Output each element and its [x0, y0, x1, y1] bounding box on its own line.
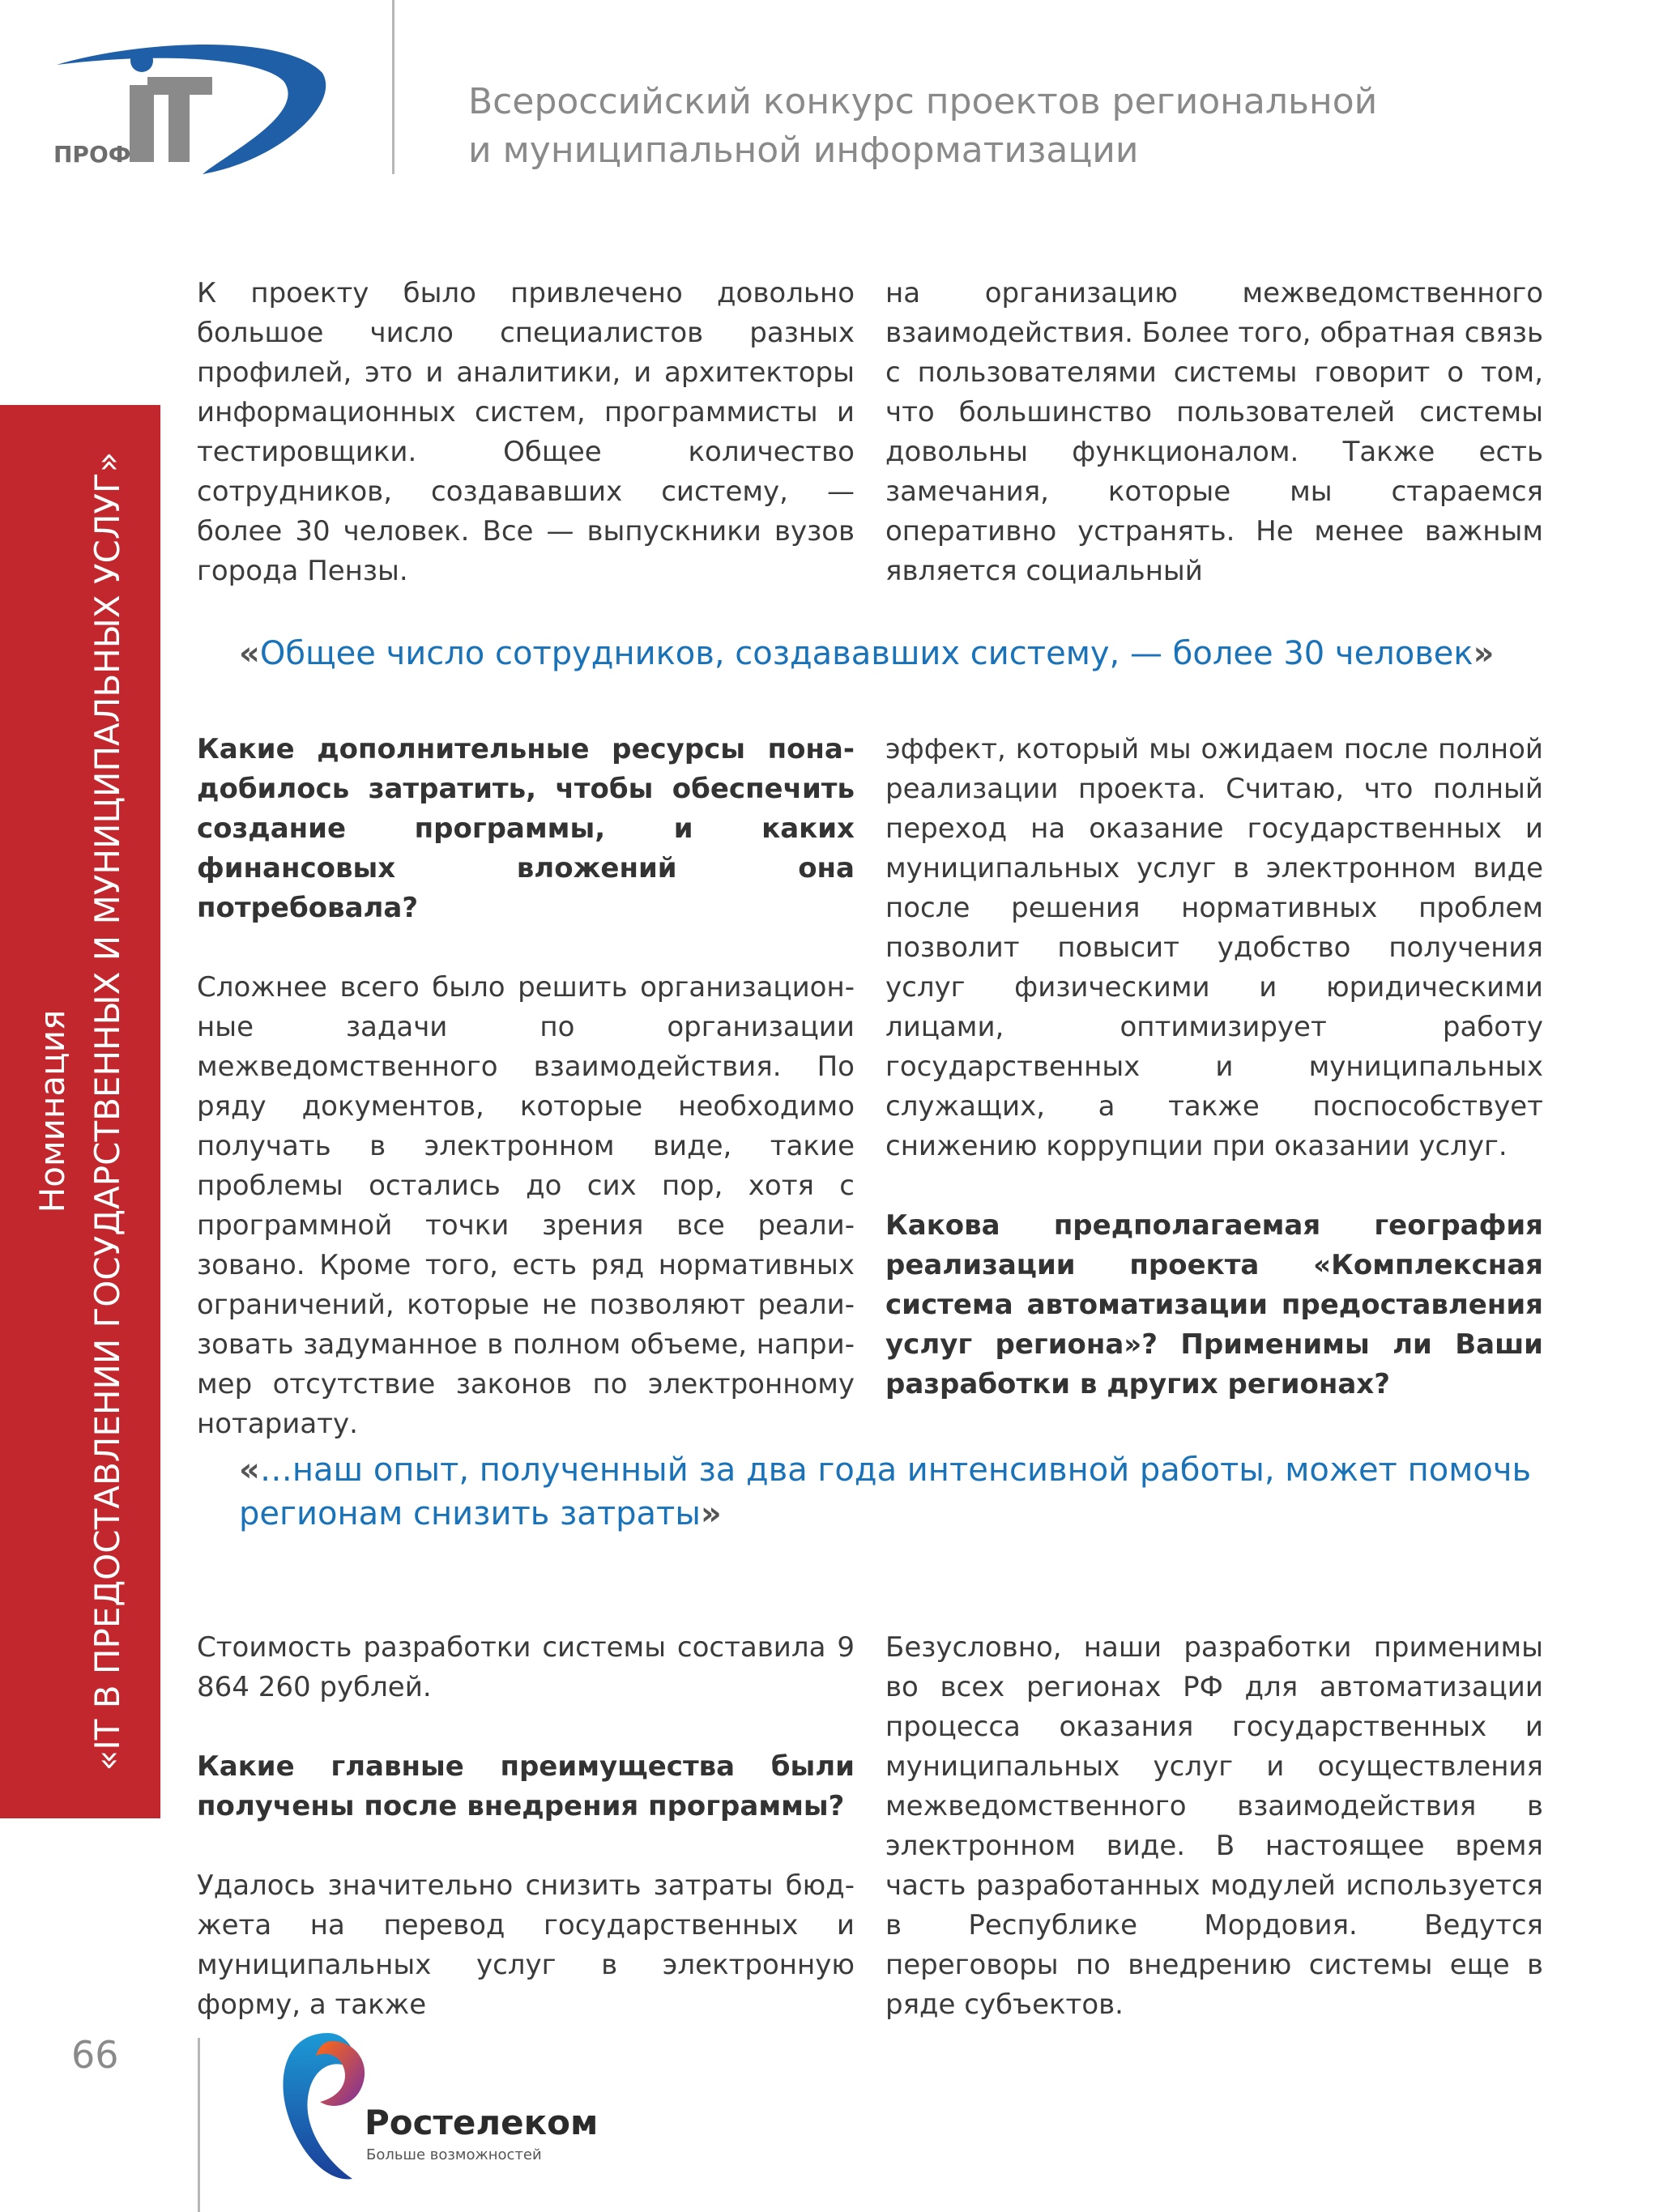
- section1-left-column: [197, 274, 855, 591]
- interview-answer: Удалось значительно снизить затраты бюджета на перевод государственных и муниципальных услуг в электронную форму, а также: [197, 1869, 855, 2021]
- quote-open-mark: «: [239, 1451, 260, 1489]
- quote-line2: [239, 1492, 1551, 1536]
- section3-left-column: [197, 1628, 855, 2025]
- header-title: [468, 78, 1521, 175]
- header-title-line1: Всероссийский конкурс проектов региональной: [468, 81, 1378, 122]
- nomination-line1: Номинация: [32, 1009, 72, 1213]
- pull-quote-2: [239, 1448, 1551, 1536]
- quote-close-mark: »: [1473, 635, 1495, 672]
- nomination-label: [25, 423, 135, 1800]
- prof-it-logo: [41, 40, 332, 186]
- quote-text: регионам снизить затраты: [239, 1495, 701, 1532]
- section1-right-column: [885, 274, 1543, 591]
- paragraph: Стоимость разработки системы составила 9 864 260 рублей.: [197, 1631, 855, 1703]
- section3-right-column: [885, 1628, 1543, 2025]
- footer-divider: [198, 2038, 200, 2212]
- section2-left-column: [197, 730, 855, 1444]
- interview-question: Какова предполагаемая география реализации проекта «Комплексная система автоматизации предоставления услуг региона»? Применимы ли Ваши разработки в других регионах?: [885, 1209, 1543, 1400]
- quote-close-mark: »: [700, 1495, 722, 1532]
- interview-answer: Безусловно, наши разработки применимы во всех регионах РФ для автоматизации процесса оказания государственных и муниципальных услуг и осуществления межведомственного взаимодействия в электронном виде. В настоящее время часть разработанных модулей используется в Республике Мордовия. Ведутся переговоры по внедрению системы еще в ряде субъектов.: [885, 1631, 1543, 2021]
- logo-text: ПРОФ: [53, 141, 131, 168]
- interview-question: Какие главные преимущества были получены после внедрения программы?: [197, 1750, 855, 1822]
- header-title-line2: и муниципальной информатизации: [468, 130, 1139, 171]
- section2-right-column: [885, 730, 1543, 1404]
- paragraph: К проекту было привлечено довольно большое число специалистов разных профилей, это и аналитики, и архитекторы информационных систем, программисты и тестировщики. Общее количество сотрудников, создававших систему, — более 30 человек. Все — выпускники вузов города Пензы.: [197, 277, 855, 587]
- rostelecom-logo-icon: [271, 2025, 377, 2187]
- quote-text: Общее число сотрудников, создававших систему, — более 30 человек: [259, 635, 1473, 672]
- interview-answer: Сложнее всего было решить организационные задачи по организации межведомственного взаимодействия. По ряду документов, которые необходимо получать в электронном виде, такие проблемы остались до сих пор, хотя с программной точки зрения все реализовано. Кроме того, есть ряд нормативных ограничений, которые не позволяют реализовать задуманное в полном объеме, например отсутствие законов по электронному нотариату.: [197, 971, 855, 1440]
- nomination-line2: «IT В ПРЕДОСТАВЛЕНИИ ГОСУДАРСТВЕННЫХ И МУНИЦИПАЛЬНЫХ УСЛУГ»: [87, 451, 127, 1771]
- quote-open-mark: «: [239, 635, 260, 672]
- quote-text: …наш опыт, полученный за два года интенсивной работы, может помочь: [259, 1451, 1532, 1489]
- page-number: 66: [71, 2033, 119, 2077]
- quote-line1: [239, 1448, 1551, 1492]
- interview-question: Какие дополнительные ресурсы понадобилось затратить, чтобы обеспечить создание программы, и каких финансовых вложений она потребовала?: [197, 733, 855, 924]
- paragraph: на организацию межведомственного взаимодействия. Более того, обратная связь с пользователями системы говорит о том, что большинство пользователей системы довольны функционалом. Также есть замечания, которые мы стараемся оперативно устранять. Не менее важным является социальный: [885, 277, 1543, 587]
- rostelecom-slogan: Больше возможностей: [366, 2146, 542, 2163]
- header-divider: [392, 0, 394, 174]
- pull-quote-1: [239, 632, 1494, 676]
- interview-answer: эффект, который мы ожидаем после полной реализации проекта. Считаю, что полный переход на оказание государственных и муниципальных услуг в электронном виде после решения нормативных проблем позволит повысит удобство получения услуг физическими и юридическими лицами, оптимизирует работу государственных и муниципальных служащих, а также поспособствует снижению коррупции при оказании услуг.: [885, 733, 1543, 1162]
- rostelecom-brand-name: Ростелеком: [365, 2103, 599, 2142]
